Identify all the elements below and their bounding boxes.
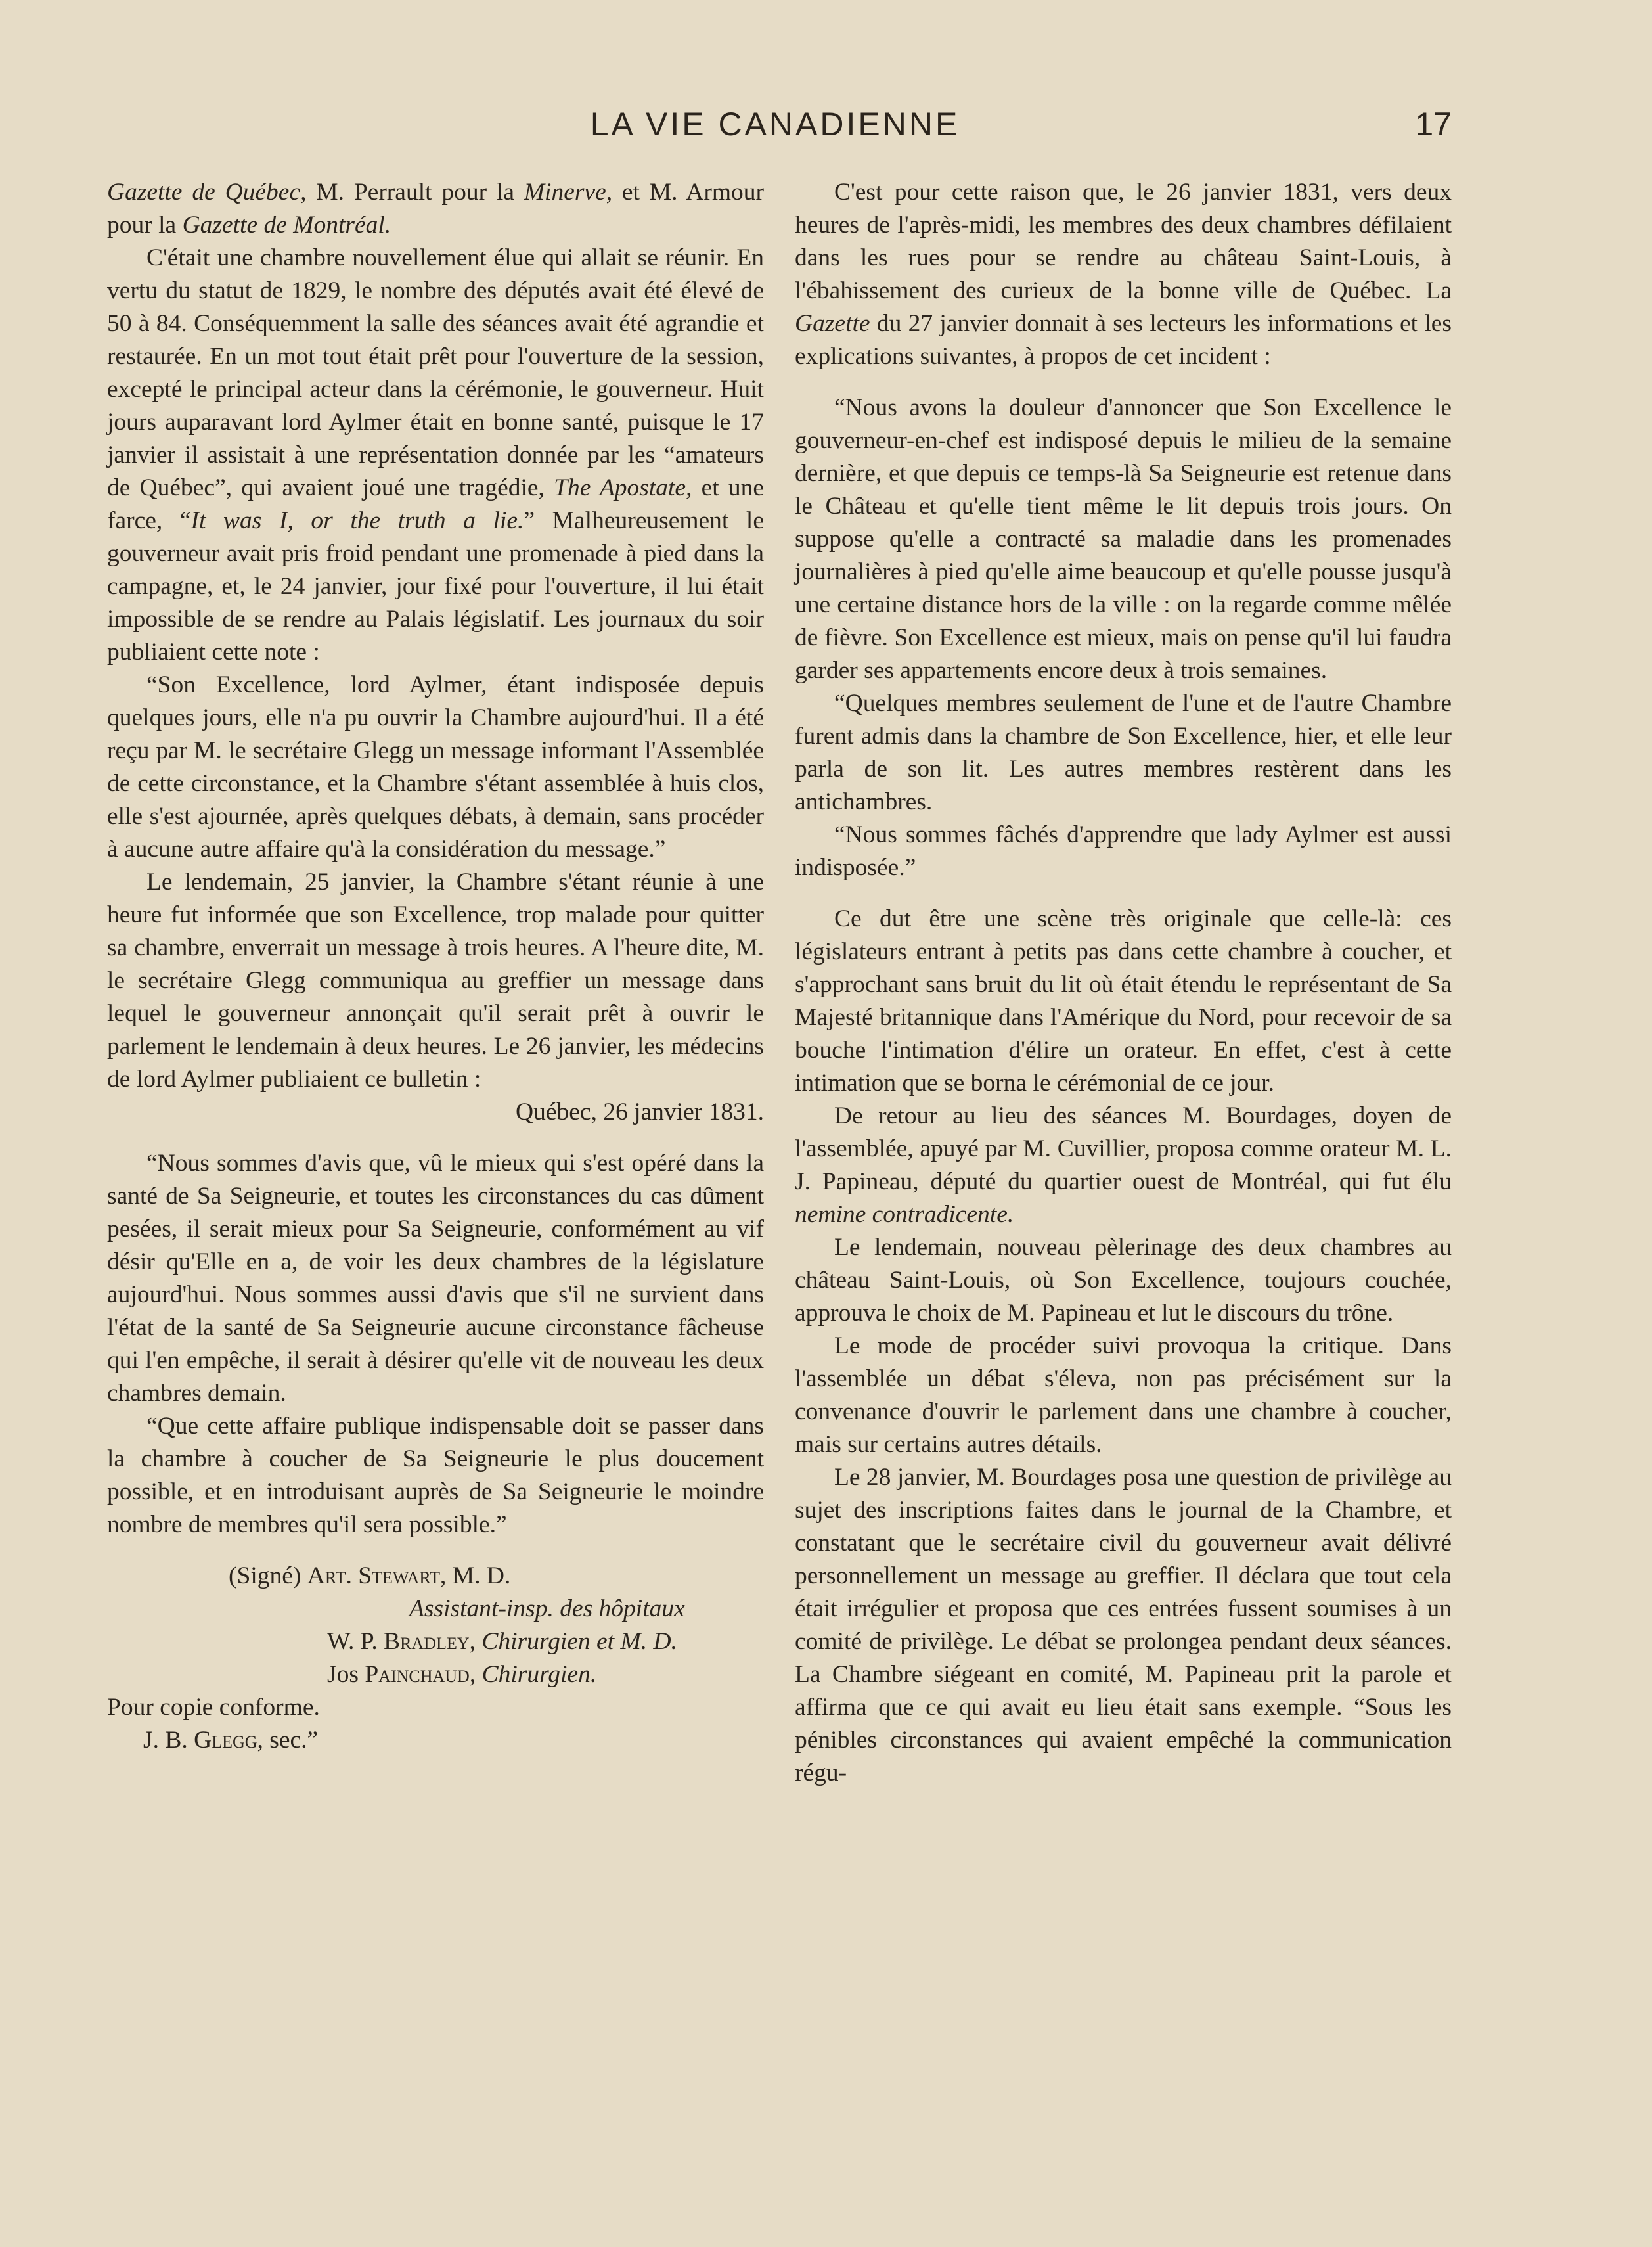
text-run: Chirurgien.: [481, 1661, 597, 1688]
paragraph: [795, 1100, 1452, 1231]
page-header: [99, 105, 1452, 151]
text-run: [476, 1661, 481, 1688]
text-run: Bradley,: [384, 1628, 476, 1655]
text-run: Painchaud,: [365, 1661, 476, 1688]
text-run: The Apostate,: [554, 474, 692, 501]
running-title: LA VIE CANADIENNE: [590, 106, 960, 143]
bulletin-paragraph: “Que cette affaire publique indispensable doit se passer dans la chambre à coucher de Sa Seigneurie le plus doucement possible, et en introduisant auprès de Sa Seigneurie le moindre nombre de membres qu'il sera possible.”: [107, 1413, 764, 1538]
signature-line: Assistant-insp. des hôpitaux: [409, 1595, 685, 1622]
paragraph: Le mode de procéder suivi provoqua la critique. Dans l'assemblée un débat s'éleva, non pas précisément sur la convenance d'ouvrir le parlement dans une chambre à coucher, mais sur certains autres détails.: [795, 1332, 1452, 1458]
text-run: sec.”: [263, 1727, 319, 1754]
signature-line: [107, 1724, 764, 1757]
paragraph: Le 28 janvier, M. Bourdages posa une question de privilège au sujet des inscriptions faites dans le journal de la Chambre, et constatant que le secrétaire civil du gouverneur avait délivré personnellement un message au greffier. Il déclara que tout cela était irrégulier et proposa que ces entrées fussent soumises à un comité de privilège. Le débat se prolongea pendant deux séances. La Chambre siégeant en comité, M. Papineau prit la parole et affirma que ce qui avait eu lieu était sans exemple. “Sous les pénibles circonstances qui avaient empêché la communication régu-: [795, 1464, 1452, 1786]
right-column: [795, 176, 1452, 1790]
paragraph: Le lendemain, 25 janvier, la Chambre s'étant réunie à une heure fut informée que son Excellence, trop malade pour quitter sa chambre, enverrait un message à trois heures. A l'heure dite, M. le secrétaire Glegg communiqua au greffier un message dans lequel le gouverneur annonçait qu'il serait prêt à ouvrir le parlement le lendemain à deux heures. Le 26 janvier, les médecins de lord Aylmer publiaient ce bulletin :: [107, 869, 764, 1093]
paragraph: Ce dut être une scène très originale que celle-là: ces législateurs entrant à petits pas dans cette chambre à coucher, et s'approchant sans bruit du lit où était étendu le représentant de Sa Majesté britannique dans l'Amérique du Nord, pour recevoir de sa bouche l'intimation d'élire un orateur. En effet, c'est à cette intimation que se borna le cérémonial de ce jour.: [795, 905, 1452, 1097]
signature-line: [107, 1560, 764, 1593]
text-run: du 27 janvier donnait à ses lecteurs les informations et les explications suivantes, à propos de cet incident :: [795, 310, 1452, 370]
text-run: M. D.: [446, 1562, 511, 1589]
quoted-article: “Quelques membres seulement de l'une et de l'autre Chambre furent admis dans la chambre de Son Excellence, hier, et elle leur parla de son lit. Les autres membres restèrent dans les antichambres.: [795, 690, 1452, 815]
quoted-note: “Son Excellence, lord Aylmer, étant indisposée depuis quelques jours, elle n'a pu ouvrir la Chambre aujourd'hui. Il a été reçu par M. le secrétaire Glegg un message informant l'Assemblée de cette circonstance, et la Chambre s'étant assemblée à huis clos, elle s'est ajournée, après quelques débats, à demain, sans procéder à aucune autre affaire qu'à la considération du message.”: [107, 671, 764, 863]
text-run: Gazette de Québec,: [107, 179, 307, 206]
text-run: M. Perrault pour la: [306, 179, 524, 206]
spacer: [107, 1541, 764, 1560]
left-column: [107, 176, 764, 1757]
paragraph: [107, 176, 764, 242]
paragraph: [107, 242, 764, 669]
spacer: [795, 884, 1452, 903]
spacer: [795, 373, 1452, 392]
text-run: Gazette: [795, 310, 870, 337]
signature-line: Pour copie conforme.: [107, 1694, 320, 1721]
text-run: et une farce, “: [107, 474, 764, 534]
text-run: Gazette de Montréal.: [182, 212, 391, 238]
text-run: It was I, or the truth a lie.: [190, 507, 524, 534]
bulletin-paragraph: “Nous sommes d'avis que, vû le mieux qui s'est opéré dans la santé de Sa Seigneurie, et toutes les circonstances du cas dûment pesées, il serait mieux pour Sa Seigneurie, conformément au vif désir qu'Elle en a, de voir les deux chambres de la législature aujourd'hui. Nous sommes aussi d'avis que s'il ne survient dans l'état de la santé de Sa Seigneurie aucune circonstance fâcheuse qui l'en empêche, il serait à désirer qu'elle vit de nouveau les deux chambres demain.: [107, 1150, 764, 1407]
paragraph: Le lendemain, nouveau pèlerinage des deux chambres au château Saint-Louis, où Son Excellence, toujours couchée, approuva le choix de M. Papineau et lut le discours du trône.: [795, 1234, 1452, 1327]
spacer: [107, 1129, 764, 1147]
text-run: et M. Armour pour la: [107, 179, 764, 238]
signature-line: [107, 1658, 764, 1691]
text-run: Minerve,: [524, 179, 613, 206]
paragraph: [795, 176, 1452, 373]
signature-line: [107, 1625, 764, 1658]
text-run: Art. Stewart,: [307, 1562, 447, 1589]
text-run: [476, 1628, 481, 1655]
quoted-article: “Nous sommes fâchés d'apprendre que lady Aylmer est aussi indisposée.”: [795, 821, 1452, 881]
dateline: Québec, 26 janvier 1831.: [515, 1099, 764, 1125]
text-run: nemine contradicente.: [795, 1201, 1014, 1228]
text-run: ” Malheureusement le gouverneur avait pris froid pendant une promenade à pied dans la campagne, et, le 24 janvier, jour fixé pour l'ouverture, il lui était impossible de se rendre au Palais législatif. Les journaux du soir publiaient cette note :: [107, 507, 764, 666]
text-run: Jos: [327, 1661, 365, 1688]
text-run: (Signé): [229, 1562, 307, 1589]
text-run: J. B.: [143, 1727, 194, 1754]
quoted-article: “Nous avons la douleur d'annoncer que Son Excellence le gouverneur-en-chef est indisposé depuis le milieu de la semaine dernière, et que depuis ce temps-là Sa Seigneurie est retenue dans le Château et qu'elle tient même le lit depuis trois jours. On suppose qu'elle a contracté sa maladie dans les promenades journalières à pied qu'elle aime beaucoup et qu'elle pousse jusqu'à une certaine distance hors de la ville : on la regarde comme mêlée de fièvre. Son Excellence est mieux, mais on pense qu'il lui faudra garder ses appartements encore deux à trois semaines.: [795, 394, 1452, 684]
text-run: W. P.: [327, 1628, 384, 1655]
text-run: C'est pour cette raison que, le 26 janvier 1831, vers deux heures de l'après-midi, les membres des deux chambres défilaient dans les rues pour se rendre au château Saint-Louis, à l'ébahissement des curieux de la bonne ville de Québec. La: [795, 179, 1452, 304]
page-number: 17: [1415, 106, 1452, 143]
text-run: Glegg,: [194, 1727, 263, 1754]
text-run: De retour au lieu des séances M. Bourdages, doyen de l'assemblée, apuyé par M. Cuvillier, proposa comme orateur M. L. J. Papineau, député du quartier ouest de Montréal, qui fut élu: [795, 1102, 1452, 1195]
text-run: Chirurgien et M. D.: [481, 1628, 677, 1655]
text-run: C'était une chambre nouvellement élue qui allait se réunir. En vertu du statut de 1829, le nombre des députés avait été élevé de 50 à 84. Conséquemment la salle des séances avait été agrandie et restaurée. En un mot tout était prêt pour l'ouverture de la session, excepté le principal acteur dans la cérémonie, le gouverneur. Huit jours auparavant lord Aylmer était en bonne santé, puisque le 17 janvier il assistait à une représentation donnée par les “amateurs de Québec”, qui avaient joué une tragédie,: [107, 244, 764, 501]
